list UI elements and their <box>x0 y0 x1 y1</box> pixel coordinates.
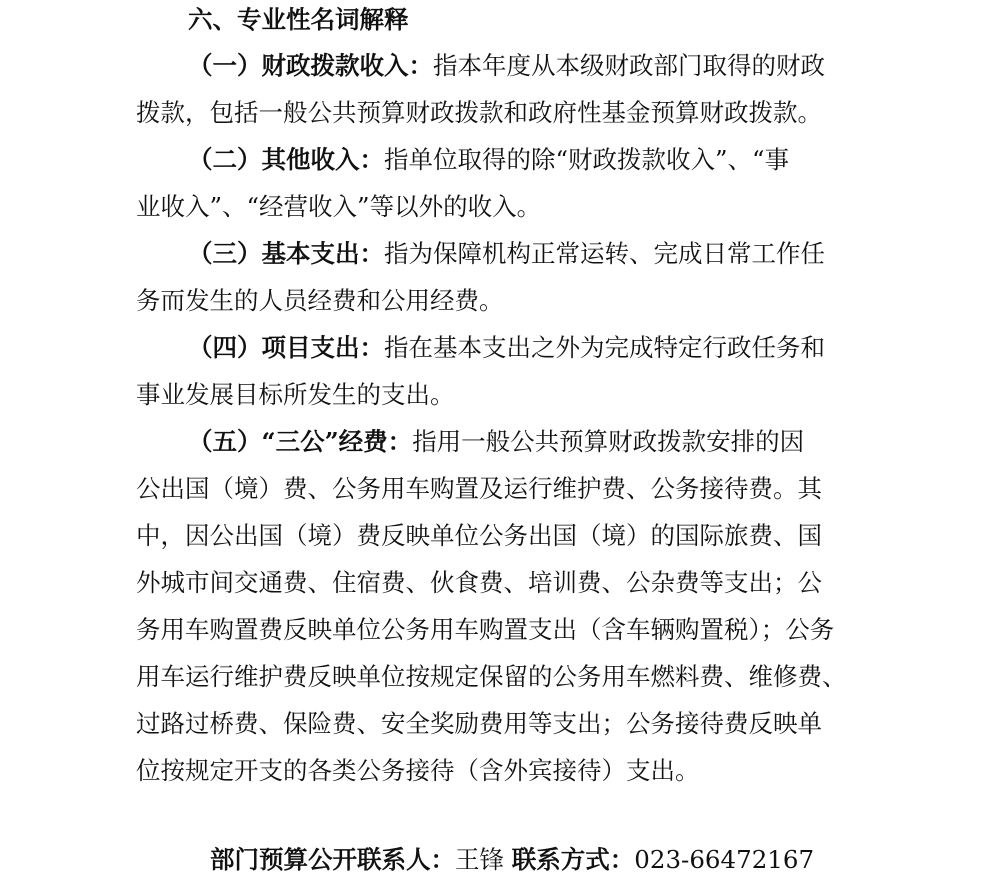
definition-5-text: 指用一般公共预算财政拨款安排的因 <box>412 427 805 456</box>
definition-2-term: （二）其他收入： <box>188 145 384 174</box>
definition-4-line-2: 事业发展目标所发生的支出。 <box>136 380 455 409</box>
definition-1-text: 指本年度从本级财政部门取得的财政 <box>433 51 825 80</box>
definition-3-text: 指为保障机构正常运转、完成日常工作任 <box>384 239 825 268</box>
definition-2-line-1 <box>188 140 948 180</box>
definition-4-term: （四）项目支出： <box>188 333 384 362</box>
definition-3-line-1 <box>188 234 948 274</box>
contact-method-label: 联系方式： <box>511 845 635 874</box>
contact-person-name: 王锋 <box>455 845 504 874</box>
definition-2-text: 指单位取得的除“财政拨款收入”、“事 <box>384 145 790 174</box>
contact-line <box>210 840 814 880</box>
definition-1-term: （一）财政拨款收入： <box>188 51 433 80</box>
definition-2-line-2: 业收入”、“经营收入”等以外的收入。 <box>136 192 542 221</box>
contact-phone: 023-66472167 <box>634 845 815 874</box>
section-heading: 六、专业性名词解释 <box>188 5 409 34</box>
definition-1-line-1 <box>188 46 948 86</box>
definition-5-line-1 <box>188 422 948 462</box>
definition-1-line-2: 拨款，包括一般公共预算财政拨款和政府性基金预算财政拨款。 <box>136 98 822 127</box>
definition-3-term: （三）基本支出： <box>188 239 384 268</box>
definition-5-line-7: 过路过桥费、保险费、安全奖励费用等支出；公务接待费反映单 <box>136 709 822 738</box>
definition-4-line-1 <box>188 328 948 368</box>
definition-5-line-2: 公出国（境）费、公务用车购置及运行维护费、公务接待费。其 <box>136 474 822 503</box>
definition-5-line-6: 用车运行维护费反映单位按规定保留的公务用车燃料费、维修费、 <box>136 662 847 691</box>
definition-5-line-4: 外城市间交通费、住宿费、伙食费、培训费、公杂费等支出；公 <box>136 568 822 597</box>
definition-5-line-5: 务用车购置费反映单位公务用车购置支出（含车辆购置税）；公务 <box>136 615 835 644</box>
contact-person-label: 部门预算公开联系人： <box>210 845 455 874</box>
definition-5-line-8: 位按规定开支的各类公务接待（含外宾接待）支出。 <box>136 756 700 785</box>
definition-4-text: 指在基本支出之外为完成特定行政任务和 <box>384 333 825 362</box>
definition-5-term: （五）“三公”经费： <box>188 427 413 456</box>
definition-3-line-2: 务而发生的人员经费和公用经费。 <box>136 286 504 315</box>
definition-5-line-3: 中，因公出国（境）费反映单位公务出国（境）的国际旅费、国 <box>136 521 822 550</box>
